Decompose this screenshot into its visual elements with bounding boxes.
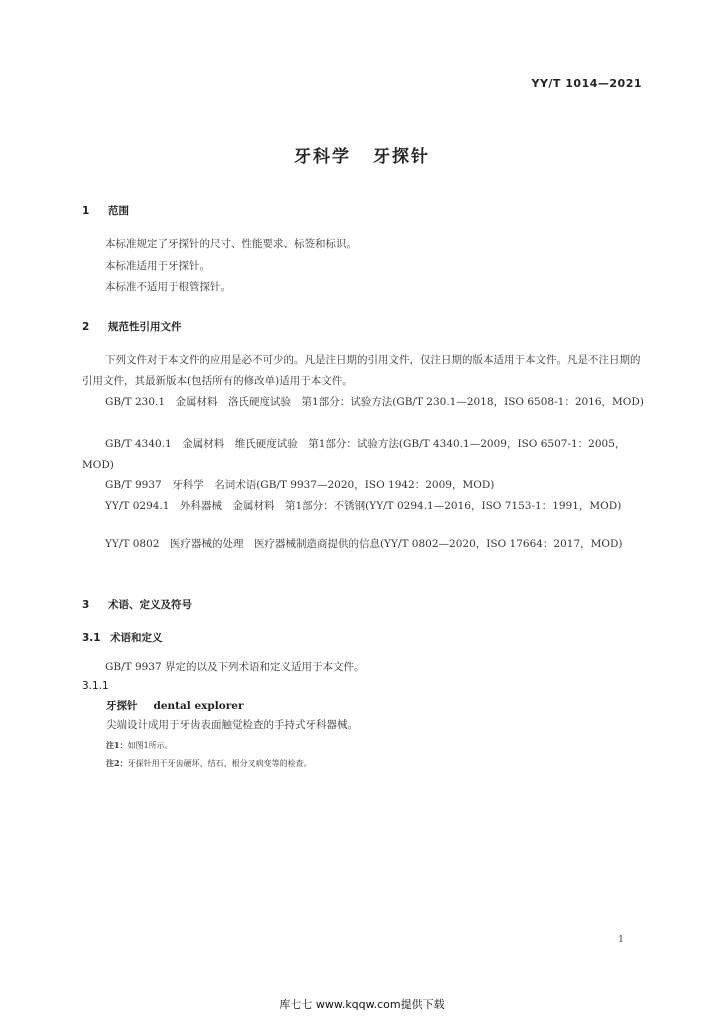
note-2 <box>106 758 312 769</box>
terms-intro: GB/T 9937 界定的以及下列术语和定义适用于本文件。 <box>105 661 365 673</box>
section-2-title: 规范性引用文件 <box>108 321 182 333</box>
section-3-number: 3 <box>82 599 90 611</box>
document-title: 牙科学 牙探针 <box>294 147 430 167</box>
note-2-label: 注2： <box>106 758 128 768</box>
standard-code: YY/T 1014—2021 <box>531 77 642 90</box>
reference-item: GB/T 4340.1 金属材料 维氏硬度试验 第1部分：试验方法(GB/T 4340.1—2009，ISO 6507-1：2005，MOD) <box>82 438 626 471</box>
note-1 <box>106 740 173 751</box>
subsection-3-1-title: 术语和定义 <box>110 632 163 644</box>
scope-paragraph-1: 本标准规定了牙探针的尺寸、性能要求、标签和标识。 <box>105 238 357 250</box>
reference-item: YY/T 0802 医疗器械的处理 医疗器械制造商提供的信息(YY/T 0802—2020，ISO 17664：2017，MOD) <box>105 538 623 550</box>
page-number: 1 <box>617 934 624 945</box>
subsection-3-1-heading <box>82 630 163 645</box>
term-definition: 尖端设计成用于牙齿表面触觉检查的手持式牙科器械。 <box>106 719 358 731</box>
section-1-number: 1 <box>82 205 90 217</box>
download-footer: 库七七 www.kqqw.com提供下载 <box>279 998 445 1011</box>
section-1-title: 范围 <box>108 205 129 217</box>
note-1-text: 如图1所示。 <box>127 741 173 750</box>
section-3-title: 术语、定义及符号 <box>108 599 192 611</box>
note-2-text: 牙探针用于牙齿硬坏、结石、根分叉病变等的检查。 <box>127 759 312 768</box>
scope-paragraph-3: 本标准不适用于根管探针。 <box>105 281 231 293</box>
reference-item: YY/T 0294.1 外科器械 金属材料 第1部分：不锈钢(YY/T 0294.1—2016，ISO 7153-1：1991，MOD) <box>105 500 622 512</box>
scope-paragraph-2: 本标准适用于牙探针。 <box>105 260 210 272</box>
section-2-number: 2 <box>82 321 90 333</box>
subsection-3-1-number: 3.1 <box>82 632 101 644</box>
term-entry <box>106 698 243 713</box>
term-item-number: 3.1.1 <box>82 680 109 692</box>
term-chinese: 牙探针 <box>106 700 138 712</box>
section-2-heading <box>82 319 182 334</box>
reference-item: GB/T 230.1 金属材料 洛氏硬度试验 第1部分：试验方法(GB/T 230.1—2018，ISO 6508-1：2016，MOD) <box>105 396 644 408</box>
section-3-heading <box>82 597 192 612</box>
note-1-label: 注1： <box>106 740 128 750</box>
term-english: dental explorer <box>153 700 244 712</box>
reference-item: GB/T 9937 牙科学 名词术语(GB/T 9937—2020，ISO 1942：2009，MOD) <box>105 479 495 491</box>
references-intro: 下列文件对于本文件的应用是必不可少的。凡是注日期的引用文件，仅注日期的版本适用于本文件。凡是不注日期的引用文件，其最新版本(包括所有的修改单)适用于本文件。 <box>82 354 641 387</box>
section-1-heading <box>82 203 129 218</box>
